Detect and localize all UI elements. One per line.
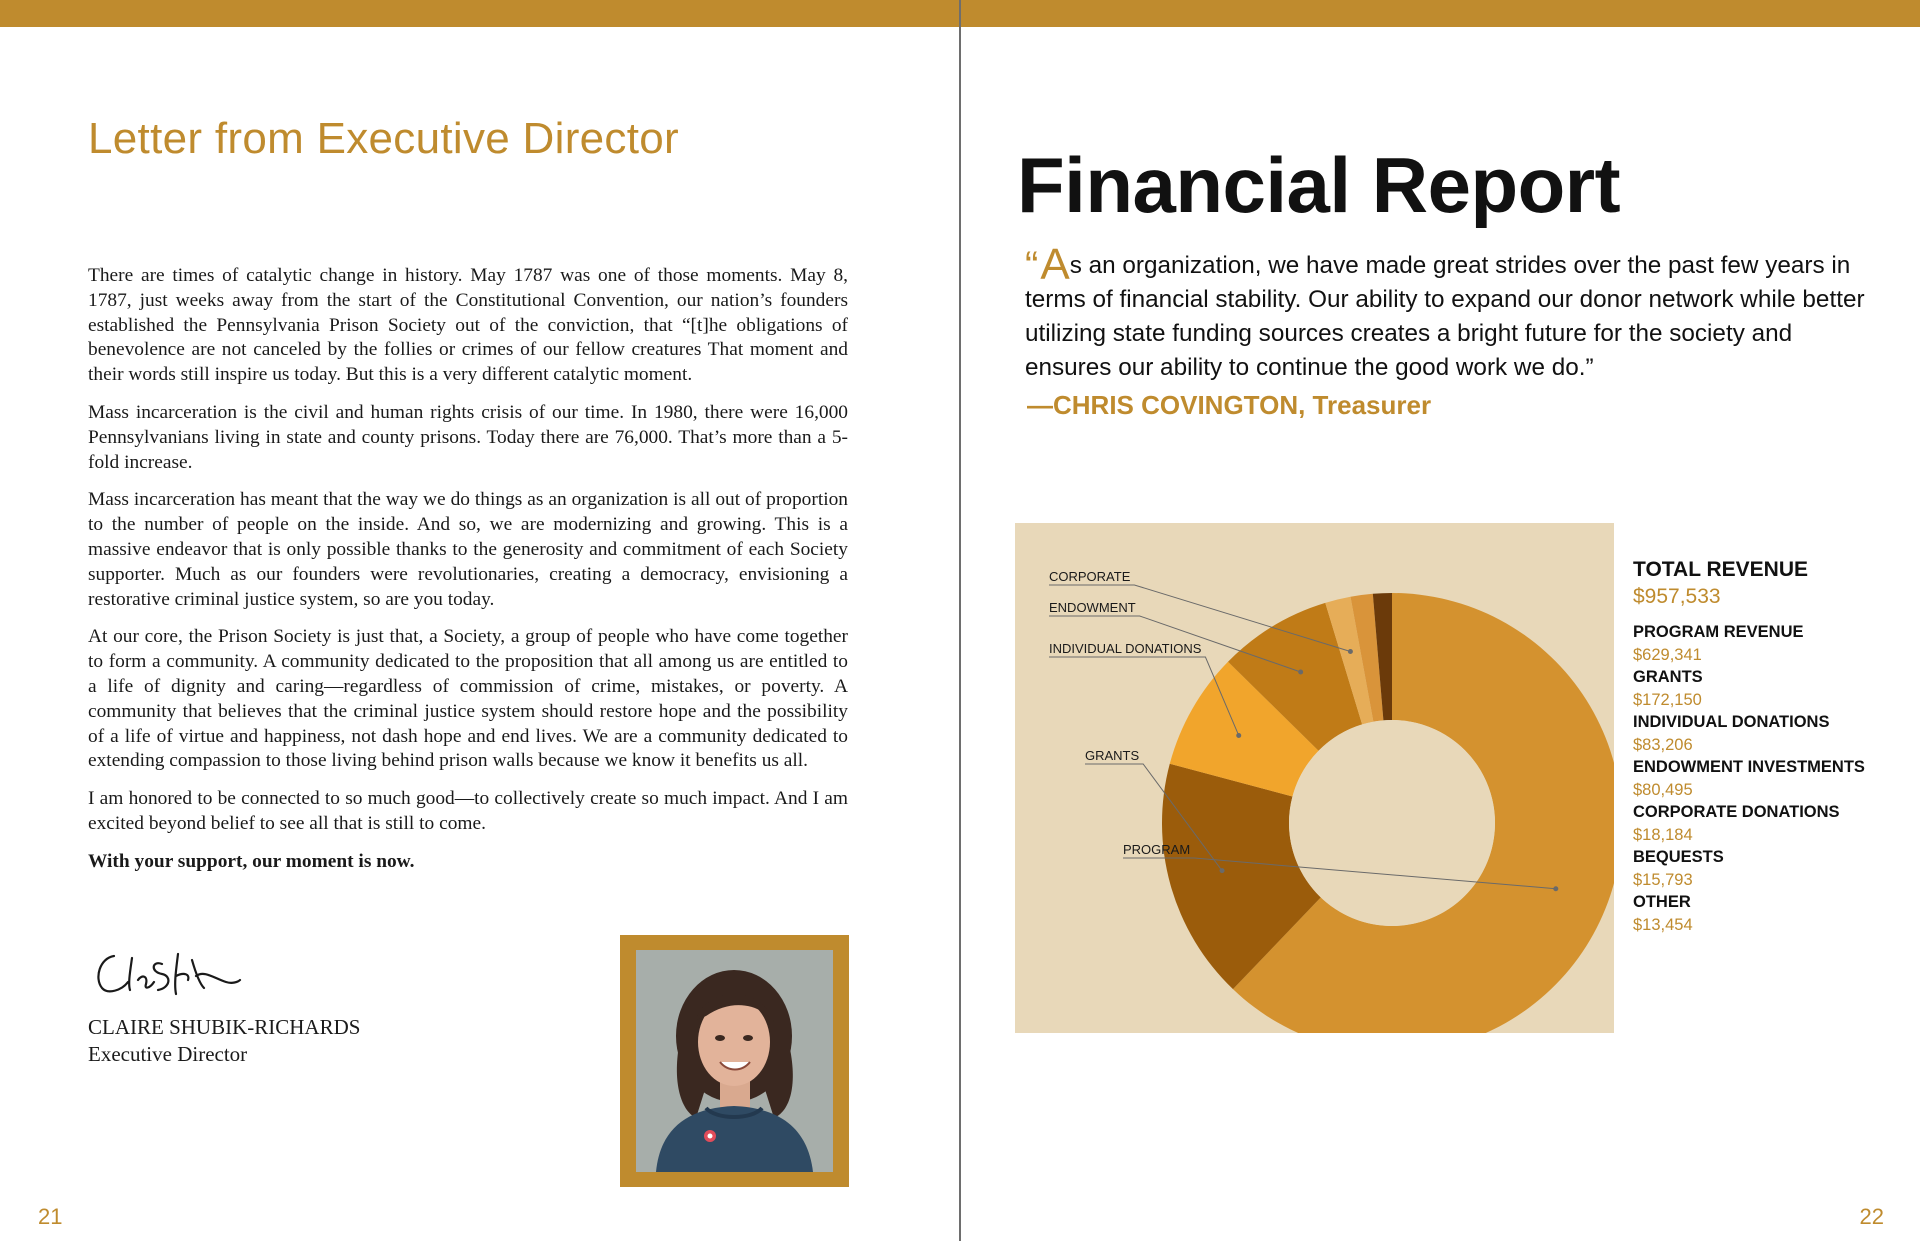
quote-attribution: —CHRIS COVINGTON, Treasurer	[1027, 390, 1432, 420]
chart-callout-dot	[1298, 669, 1303, 674]
revenue-list	[1633, 556, 1913, 936]
revenue-item-label: BEQUESTS	[1633, 848, 1724, 866]
revenue-item-value: $18,184	[1633, 826, 1693, 844]
revenue-chart-panel	[1015, 523, 1614, 1033]
page-number-right: 22	[1859, 1204, 1884, 1229]
revenue-donut-chart	[1015, 523, 1614, 1033]
chart-callout-label: PROGRAM	[1123, 842, 1191, 857]
signer-title: Executive Director	[88, 1042, 248, 1066]
quote-open-mark: “	[1025, 244, 1039, 288]
revenue-item-value: $80,495	[1633, 781, 1693, 799]
total-revenue-value: $957,533	[1633, 585, 1721, 608]
chart-callout-label: CORPORATE	[1049, 569, 1131, 584]
revenue-item	[1633, 891, 1913, 936]
revenue-item-value: $15,793	[1633, 871, 1693, 889]
signer-block	[88, 1014, 360, 1068]
page-gutter	[959, 0, 961, 1241]
letter-closing: With your support, our moment is now.	[88, 850, 415, 872]
letter-paragraph: Mass incarceration is the civil and human rights crisis of our time. In 1980, there were 16,000 Pennsylvanians living in state and county prisons. Today there are 76,000. That’s more than a 5-fold increase.	[88, 401, 848, 473]
revenue-item	[1633, 711, 1913, 756]
revenue-item	[1633, 666, 1913, 711]
portrait-frame	[620, 935, 849, 1187]
revenue-item-label: ENDOWMENT INVESTMENTS	[1633, 758, 1865, 776]
letter-paragraph: There are times of catalytic change in history. May 1787 was one of those moments. May 8, 1787, just weeks away from the start of the Constitutional Convention, our nation’s founders established the Pennsylvania Prison Society out of the conviction, that “[t]he obligations of benevolence are not canceled by the follies or crimes of our fellow creatures That moment and their words still inspire us today. But this is a very different catalytic moment.	[88, 265, 848, 386]
letter-body	[88, 264, 848, 888]
revenue-item	[1633, 801, 1913, 846]
signer-name: CLAIRE SHUBIK-RICHARDS	[88, 1015, 361, 1039]
revenue-item-label: PROGRAM REVENUE	[1633, 623, 1804, 641]
donut-hole	[1289, 720, 1495, 926]
total-revenue-label: TOTAL REVENUE	[1633, 558, 1809, 581]
revenue-item-label: CORPORATE DONATIONS	[1633, 803, 1840, 821]
quote-text: s an organization, we have made great strides over the past few years in terms of financial stability. Our ability to expand our donor network while better utilizing state funding sources creates a bright future for the society and ensures our ability to continue the good work we do.”	[1025, 252, 1865, 381]
revenue-item-value: $83,206	[1633, 736, 1693, 754]
chart-callout-dot	[1553, 886, 1558, 891]
chart-callout-dot	[1236, 733, 1241, 738]
signature-image	[92, 944, 242, 1002]
revenue-item	[1633, 756, 1913, 801]
revenue-item-label: INDIVIDUAL DONATIONS	[1633, 713, 1830, 731]
revenue-item	[1633, 621, 1913, 666]
page-number-left: 21	[38, 1204, 63, 1229]
revenue-item-label: GRANTS	[1633, 668, 1703, 686]
letter-paragraph: I am honored to be connected to so much good—to collectively create so much impact. And I am excited beyond belief to see all that is still to come.	[88, 788, 848, 834]
chart-callout-label: INDIVIDUAL DONATIONS	[1049, 641, 1202, 656]
revenue-item	[1633, 846, 1913, 891]
chart-callout-label: ENDOWMENT	[1049, 600, 1136, 615]
chart-callout-label: GRANTS	[1085, 748, 1140, 763]
portrait-photo	[636, 950, 833, 1172]
revenue-item-label: OTHER	[1633, 893, 1691, 911]
treasurer-quote	[1025, 240, 1875, 385]
financial-report-title: Financial Report	[1017, 141, 1621, 229]
revenue-item-value: $629,341	[1633, 646, 1702, 664]
revenue-item-value: $172,150	[1633, 691, 1702, 709]
chart-callout-dot	[1348, 649, 1353, 654]
letter-paragraph: Mass incarceration has meant that the way we do things as an organization is all out of proportion to the number of people on the inside. And so, we are modernizing and growing. This is a massive endeavor that is only possible thanks to the generosity and commitment of each Society supporter. Much as our founders were revolutionaries, creating a democracy, envisioning a restorative criminal justice system, so are you today.	[88, 489, 848, 610]
quote-drop-letter: A	[1040, 240, 1070, 289]
chart-callout-dot	[1220, 868, 1225, 873]
letter-title: Letter from Executive Director	[88, 114, 679, 163]
letter-paragraph: At our core, the Prison Society is just that, a Society, a group of people who have come together to form a community. A community dedicated to the proposition that all among us are entitled to a life of dignity and caring—regardless of commission of crime, mistakes, or poverty. A community that believes that the criminal justice system should restore hope and the possibility of a life of virtue and happiness, not dash hope and end lives. We are a community dedicated to extending compassion to those living behind prison walls because we know it benefits us all.	[88, 626, 848, 772]
revenue-item-value: $13,454	[1633, 916, 1693, 934]
